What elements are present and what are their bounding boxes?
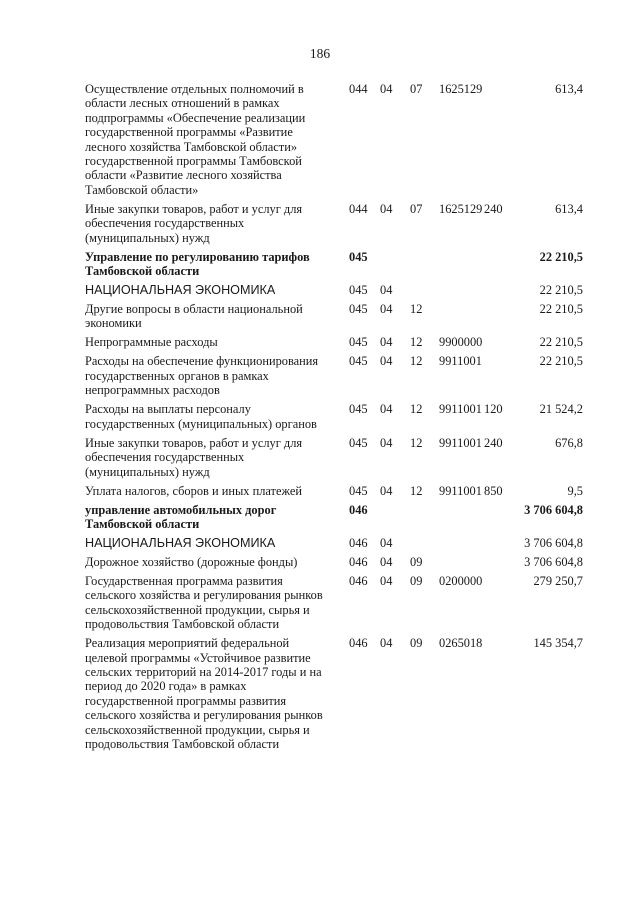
row-name: Дорожное хозяйство (дорожные фонды) bbox=[85, 554, 298, 569]
subsection-code-cell: 12 bbox=[410, 335, 423, 350]
row-name: Управление по регулированию тарифов Тамбовской области bbox=[85, 249, 310, 279]
target-article-cell: 1625129 bbox=[439, 201, 483, 216]
admin-code-cell: 046 bbox=[349, 502, 368, 517]
section-code-cell: 04 bbox=[380, 483, 393, 498]
table-row bbox=[85, 484, 597, 498]
amount-cell: 21 524,2 bbox=[539, 402, 583, 417]
table-row bbox=[85, 503, 597, 532]
section-code-cell: 04 bbox=[380, 82, 393, 96]
section-code-cell: 04 bbox=[380, 402, 393, 417]
table-row bbox=[85, 283, 597, 297]
amount-cell: 676,8 bbox=[555, 435, 583, 450]
section-code-cell: 04 bbox=[380, 354, 393, 369]
target-article-cell: 9911001 bbox=[439, 483, 482, 498]
admin-code-cell: 045 bbox=[349, 483, 368, 498]
amount-cell: 22 210,5 bbox=[539, 354, 583, 369]
row-name: Другие вопросы в области национальной экономики bbox=[85, 302, 303, 331]
section-code-cell: 04 bbox=[380, 573, 393, 588]
page-number: 186 bbox=[309, 46, 331, 61]
subsection-code-cell: 12 bbox=[410, 402, 423, 417]
admin-code-cell: 044 bbox=[349, 82, 368, 96]
admin-code-cell: 045 bbox=[349, 249, 368, 264]
admin-code-cell: 046 bbox=[349, 554, 368, 569]
row-name: Иные закупки товаров, работ и услуг для обеспечения государственных (муниципальных) нужд bbox=[85, 201, 303, 245]
amount-cell: 279 250,7 bbox=[533, 573, 583, 588]
amount-cell: 22 210,5 bbox=[539, 335, 583, 350]
expense-type-cell: 120 bbox=[484, 402, 503, 417]
row-name: НАЦИОНАЛЬНАЯ ЭКОНОМИКА bbox=[85, 535, 276, 550]
amount-cell: 22 210,5 bbox=[539, 249, 583, 264]
row-name: Непрограммные расходы bbox=[85, 335, 218, 350]
subsection-code-cell: 09 bbox=[410, 573, 423, 588]
amount-cell: 613,4 bbox=[555, 201, 583, 216]
amount-cell: 9,5 bbox=[567, 483, 583, 498]
table-row bbox=[85, 250, 597, 279]
target-article-cell: 9911001 bbox=[439, 354, 482, 369]
row-name: Расходы на выплаты персоналу государственных (муниципальных) органов bbox=[85, 402, 317, 431]
subsection-code-cell: 12 bbox=[410, 354, 423, 369]
amount-cell: 145 354,7 bbox=[533, 636, 583, 651]
subsection-code-cell: 07 bbox=[410, 201, 423, 216]
target-article-cell: 0265018 bbox=[439, 636, 483, 651]
target-article-cell: 9911001 bbox=[439, 435, 482, 450]
expense-type-cell: 850 bbox=[484, 483, 503, 498]
amount-cell: 613,4 bbox=[555, 82, 583, 96]
target-article-cell: 9900000 bbox=[439, 335, 483, 350]
target-article-cell: 9911001 bbox=[439, 402, 482, 417]
subsection-code-cell: 07 bbox=[410, 82, 423, 96]
table-row bbox=[85, 402, 597, 431]
section-code-cell: 04 bbox=[380, 636, 393, 651]
subsection-code-cell: 12 bbox=[410, 435, 423, 450]
admin-code-cell: 046 bbox=[349, 535, 368, 550]
table-row bbox=[85, 354, 597, 397]
table-row bbox=[85, 536, 597, 550]
subsection-code-cell: 09 bbox=[410, 554, 423, 569]
row-name: Расходы на обеспечение функционирования государственных органов в рамках непрограммных расходов bbox=[85, 354, 319, 398]
row-name: Государственная программа развития сельского хозяйства и регулирования рынков сельскохозяйственной продукции, сырья и продовольствия Тамбовской области bbox=[85, 573, 323, 632]
subsection-code-cell: 12 bbox=[410, 302, 423, 317]
row-name: Иные закупки товаров, работ и услуг для обеспечения государственных (муниципальных) нужд bbox=[85, 435, 303, 479]
amount-cell: 22 210,5 bbox=[539, 283, 583, 298]
target-article-cell: 1625129 bbox=[439, 82, 483, 96]
target-article-cell: 0200000 bbox=[439, 573, 483, 588]
admin-code-cell: 046 bbox=[349, 573, 368, 588]
table-row bbox=[85, 436, 597, 479]
admin-code-cell: 045 bbox=[349, 335, 368, 350]
table-row bbox=[85, 82, 597, 197]
table-row bbox=[85, 636, 597, 751]
admin-code-cell: 045 bbox=[349, 435, 368, 450]
amount-cell: 3 706 604,8 bbox=[524, 535, 583, 550]
section-code-cell: 04 bbox=[380, 435, 393, 450]
section-code-cell: 04 bbox=[380, 283, 393, 298]
row-name: управление автомобильных дорог Тамбовской области bbox=[85, 502, 277, 531]
section-code-cell: 04 bbox=[380, 302, 393, 317]
admin-code-cell: 045 bbox=[349, 354, 368, 369]
table-row bbox=[85, 555, 597, 569]
section-code-cell: 04 bbox=[380, 201, 393, 216]
subsection-code-cell: 12 bbox=[410, 483, 423, 498]
expense-type-cell: 240 bbox=[484, 201, 503, 216]
subsection-code-cell: 09 bbox=[410, 636, 423, 651]
section-code-cell: 04 bbox=[380, 535, 393, 550]
admin-code-cell: 045 bbox=[349, 402, 368, 417]
row-name: Уплата налогов, сборов и иных платежей bbox=[85, 483, 303, 498]
admin-code-cell: 046 bbox=[349, 636, 368, 651]
admin-code-cell: 045 bbox=[349, 302, 368, 317]
row-name: НАЦИОНАЛЬНАЯ ЭКОНОМИКА bbox=[85, 283, 276, 298]
amount-cell: 22 210,5 bbox=[539, 302, 583, 317]
budget-table bbox=[85, 82, 597, 756]
table-row bbox=[85, 302, 597, 331]
table-row bbox=[85, 335, 597, 349]
section-code-cell: 04 bbox=[380, 554, 393, 569]
expense-type-cell: 240 bbox=[484, 435, 503, 450]
amount-cell: 3 706 604,8 bbox=[524, 502, 583, 517]
row-name: Реализация мероприятий федеральной целевой программы «Устойчивое развитие сельских территорий на 2014-2017 годы и на период до 2020 года» в рамках государственной программы развития сельского хозяйства и регулирования рынков сельскохозяйственной продукции, сырья и продовольствия Тамбовской области bbox=[85, 636, 323, 751]
table-row bbox=[85, 574, 597, 632]
table-row bbox=[85, 202, 597, 245]
admin-code-cell: 045 bbox=[349, 283, 368, 298]
admin-code-cell: 044 bbox=[349, 201, 368, 216]
section-code-cell: 04 bbox=[380, 335, 393, 350]
amount-cell: 3 706 604,8 bbox=[524, 554, 583, 569]
row-name: Осуществление отдельных полномочий в области лесных отношений в рамках подпрограммы «Обеспечение реализации государственной программы «Развитие лесного хозяйства Тамбовской области» государственной программы Тамбовской области «Развитие лесного хозяйства Тамбовской области» bbox=[85, 82, 306, 197]
